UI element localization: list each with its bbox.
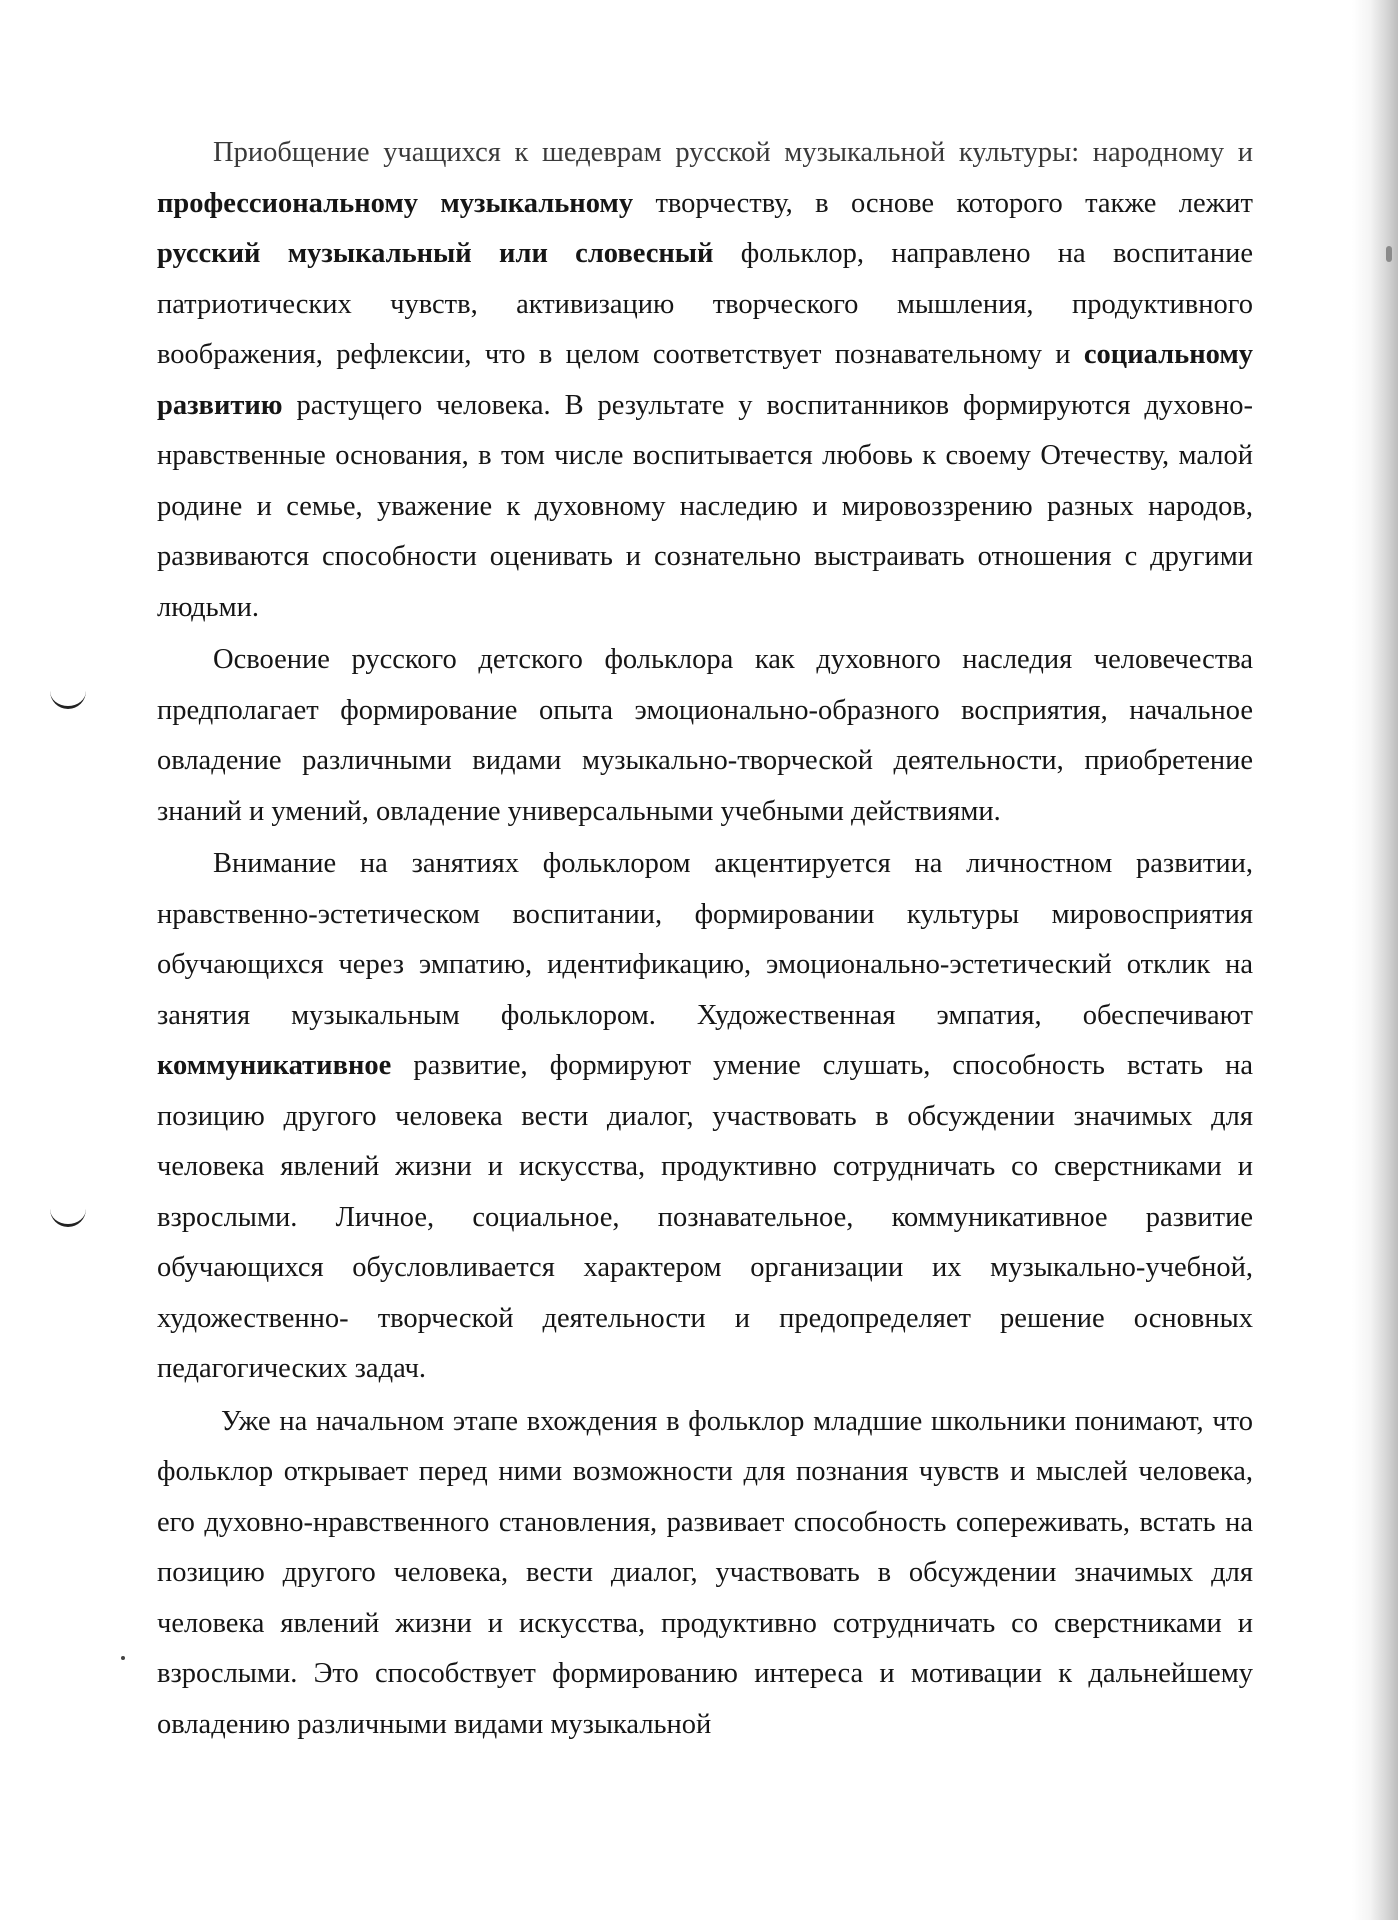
bold-run: профессиональному музыкальному	[157, 187, 634, 219]
scanned-page-edge	[1352, 0, 1398, 1920]
paragraph-1	[157, 128, 1253, 633]
punch-hole-mark-top	[50, 690, 86, 709]
text-run: творчеству, в основе которого также лежит	[633, 187, 1253, 219]
punch-hole-mark-bottom	[50, 1208, 86, 1227]
text-run: развитие, формируют умение слушать, способность встать на позицию другого человека вести диалог, участвовать в обсуждении значимых для человека явлений жизни и искусства, продуктивно сотрудничать со сверстниками и взрослыми. Личное, социальное, познавательное, коммуникативное развитие обучающихся обусловливается характером организации их музыкально-учебной, художественно- творческой деятельности и предопределяет решение основных педагогических задач.	[157, 1050, 1253, 1384]
text-run: Уже на начальном этапе вхождения в фольклор младшие школьники понимают, что фольклор открывает перед ними возможности для познания чувств и мыслей человека, его духовно-нравственного становления, развивает способность сопереживать, встать на позицию другого человека, вести диалог, участвовать в обсуждении значимых для человека явлений жизни и искусства, продуктивно сотрудничать со сверстниками и взрослыми. Это способствует формированию интереса и мотивации к дальнейшему овладению различными видами музыкальной	[157, 1405, 1253, 1740]
text-run: Внимание на занятиях фольклором акцентируется на личностном развитии, нравственно-эстетическом воспитании, формировании культуры мировосприятия обучающихся через эмпатию, идентификацию, эмоционально-эстетический отклик на занятия музыкальным фольклором. Художественная эмпатия, обеспечивают	[157, 848, 1253, 1031]
bold-run: русский музыкальный или словесный	[157, 238, 714, 269]
document-body	[157, 128, 1253, 1752]
text-run: Приобщение учащихся к шедеврам русской музыкальной культуры: народному и	[213, 137, 1253, 168]
paragraph-3	[157, 839, 1253, 1395]
scan-speck	[121, 1656, 125, 1660]
edge-mark	[1386, 246, 1392, 262]
bold-run: коммуникативное	[157, 1050, 392, 1081]
text-run: Освоение русского детского фольклора как духовного наследия человечества предполагает формирование опыта эмоционально-образного восприятия, начальное овладение различными видами музыкально-творческой деятельности, приобретение знаний и умений, овладение универсальными учебными действиями.	[157, 644, 1253, 827]
paragraph-2	[157, 635, 1253, 837]
text-run: растущего человека. В результате у воспитанников формируются духовно- нравственные основания, в том числе воспитывается любовь к своему Отечеству, малой родине и семье, уважение к духовному наследию и мировоззрению разных народов, развиваются способности оценивать и сознательно выстраивать отношения с другими людьми.	[157, 389, 1253, 623]
paragraph-4	[157, 1397, 1253, 1751]
bold-run: социальному развитию	[157, 339, 1253, 421]
text-run: фольклор, направлено на воспитание патриотических чувств, активизацию творческого мышления, продуктивного воображения, рефлексии, что в целом соответствует познавательному и	[157, 238, 1253, 370]
